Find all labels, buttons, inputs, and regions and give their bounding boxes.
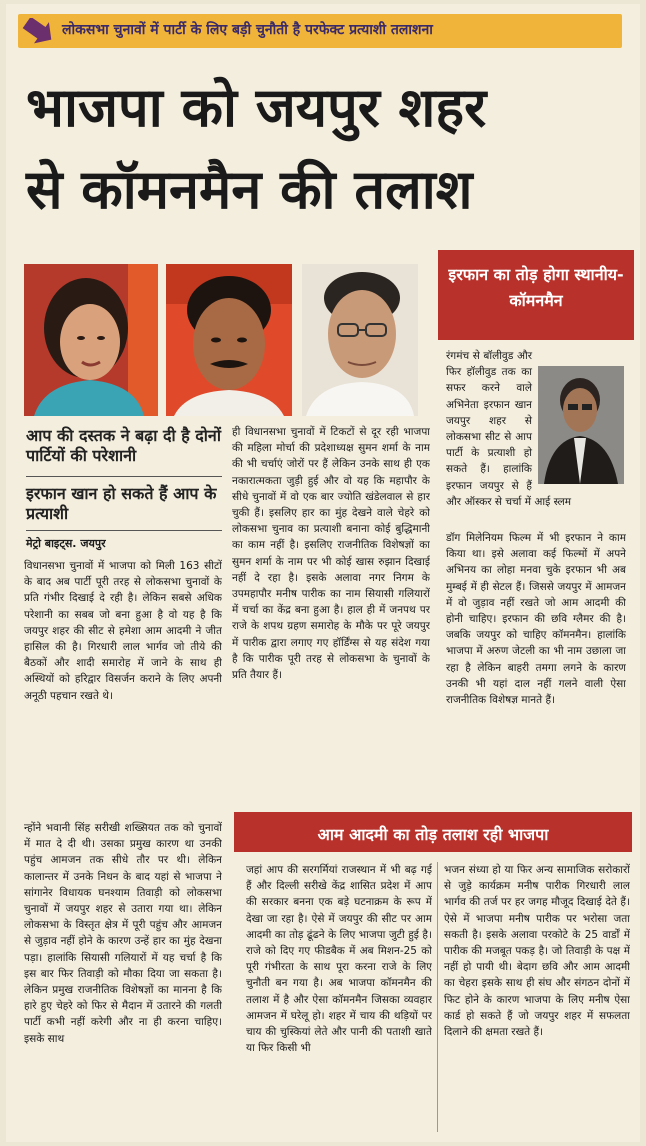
section-2-right-column: भजन संध्या हो या फिर अन्य सामाजिक सरोकारों से जुड़े कार्यक्रम मनीष पारीक गिरधारी लाल भार्गव की तर्ज पर हर जगह मौजूद दिखाई देते हैं। ऐसे में भाजपा मनीष पारीक पर भरोसा जता सकती है। इसके अलावा परकोटे के 25 वार्डों में पारीक की मजबूत पकड़ है। जो तिवाड़ी के पक्ष में नहीं हो पायी थी। बेदाग छवि और आम आदमी का चेहरा इसके साथ ही संघ और संगठन दोनों में फिट होने के कारण भाजपा के लिए मनीष ऐसा कार्ड हो सकते हैं जो जयपुर शहर में सफलता दिलाने की क्षमता रखते हैं।: [444, 864, 630, 1039]
arrow-down-icon: [22, 18, 56, 44]
caption-divider: [26, 476, 222, 477]
headline-line-2: से कॉमनमैन की तलाश: [26, 158, 473, 221]
column-1-paragraph-2: न्होंने भवानी सिंह सरीखी शख्सियत तक को चुनावों में मात दे दी थी। उसका प्रमुख कारण था उनकी पहुंच आमजन तक सीधे तौर पर थी। लेकिन कालान्तर में उनके निधन के बाद यहां से भाजपा ने सांगानेर विधायक घनश्याम तिवाड़ी को लोकसभा चुनावों में जयपुर शहर से उतारा गया था। लेकिन लोकसभा के विस्तृत क्षेत्र में पूरी पहुंच और आमजन से जुड़ाव नहीं होने के कारण उन्हें हार का मुंह देखना पड़ा। हालांकि सियासी गलियारों में यह चर्चा है कि इस बार फिर तिवाड़ी को मौका दिया जा सकता है। लेकिन प्रमुख राजनीतिक विशेषज्ञों का मानना है कि हारे हुए चेहरे को फिर से मैदान में उतारने की गलती पार्टी कभी नहीं करेगी और ना ही करना चाहिए। इसके साथ: [24, 822, 222, 1045]
caption-divider: [26, 530, 222, 531]
sidebar-title: इरफान का तोड़ होगा स्थानीय-कॉमनमैन: [448, 265, 624, 310]
section-title: आम आदमी का तोड़ तलाश रही भाजपा: [317, 825, 549, 844]
photo-woman-politician: [24, 264, 158, 416]
column-divider: [437, 862, 438, 1132]
dateline: मेट्रो बाइट्स. जयपुर: [26, 537, 106, 550]
sidebar-text-top-wrapper: [446, 348, 624, 510]
photo-man-mustache: [166, 264, 292, 416]
column-2-paragraph: ही विधानसभा चुनावों में टिकटों से दूर रही भाजपा की महिला मोर्चा की प्रदेशाध्यक्ष सुमन शर्मा के नाम की भी चर्चाएं जोरों पर हैं लेकिन उनके साथ ही एक नकारात्मकता जुड़ी हुई और वो यह कि महापौर के सीधे चुनावों में वो एक बार ज्योति खंडेलवाल से हार चुकी हैं। इसलिए हार का मुंह देखने वाले चेहरे को लोकसभा चुनाव का प्रत्याशी बनाना कोई बुद्धिमानी का काम नहीं है। इसलिए राजनीतिक विशेषज्ञों का सुमन शर्मा के नाम पर भी कोई खास रुझान दिखाई नहीं दे रहा है। इसके अलावा नगर निगम के उपमहापौर मनीष पारीक का नाम सियासी गलियारों में चर्चा का केंद्र बना हुआ है। हाल ही में जनपथ पर राजे के शपथ ग्रहण समारोह के मौके पर पूरे जयपुर में पारीक द्वारा लगाए गए हॉर्डिंग्स से यह संदेश गया है कि पारीक पूरी तरह से लोकसभा के चुनावों के प्रति तैयार हैं।: [232, 426, 430, 682]
column-1-paragraph-1: विधानसभा चुनावों में भाजपा को मिली 163 सीटों के बाद अब पार्टी पूरी तरह से लोकसभा चुनावों के प्रति गंभीर दिखाई दे रही है। लेकिन सबसे अधिक परेशानी का सबब जो बना हुआ है वो यह है कि जयपुर शहर की सीट से हमेशा आम आदमी ने जीत हासिल की है। गिरधारी लाल भार्गव जो तीये की बैठकों और शादी समारोह में जाने के साथ ही अस्थियों को हरिद्वार विसर्जन कराने के लिए अपनी अनूठी पहचान रखते थे।: [24, 560, 222, 702]
sidebar-text-top: रंगमंच से बॉलीवुड और फिर हॉलीवुड तक का सफर करने वाले अभिनेता इरफान खान जयपुर शहर से लोकसभा सीट से आप पार्टी के प्रत्याशी हो सकते हैं। हालांकि इरफान जयपुर से हैं और ऑस्कर से चर्चा में आई स्लम: [446, 350, 572, 508]
sidebar-text-bottom: डॉग मिलेनियम फिल्म में भी इरफान ने काम किया था। इसे अलावा कई फिल्मों में अपने अभिनय का लोहा मनवा चुके इरफान भी अब मुम्बई में ही सेटल हैं। जिससे जयपुर में आमजन में वो जुड़ाव नहीं रखते जो आम आदमी की होनी चाहिए। इरफान की छवि ग्लैमर की है। जबकि जयपुर को चाहिए कॉमनमैन। हालांकि भाजपा में अरुण जेटली का भी नाम उछाला जा रहा है लेकिन बाहरी तमगा लगने के कारण उनकी भी यहां दाल नहीं गलने वाली ऐसा राजनीतिक विशेषज्ञ मानते हैं।: [446, 532, 626, 707]
photo-elder-man: [302, 264, 418, 416]
headline-line-1: भाजपा को जयपुर शहर: [26, 76, 487, 139]
caption-aap-impact: आप की दस्तक ने बढ़ा दी है दोनों पार्टियों की परेशानी: [26, 426, 221, 465]
photo-irfan-khan: [538, 366, 624, 484]
section-2-left-column: जहां आप की सरगर्मियां राजस्थान में भी बढ़ गई हैं और दिल्ली सरीखे केंद्र शासित प्रदेश में आप की सरकार बनना एक बड़े घटनाक्रम के रूप में देखा जा रहा है। ऐसे में जयपुर की सीट पर आम आदमी का तोड़ ढूंढने के लिए भाजपा जुटी हुई है। राजे को दिए गए फीडबैक में अब मिशन-25 को पूरी गंभीरता के साथ पूरा करना राजे के लिए चुनौती बन गया है। अब भाजपा कॉमनमैन की तलाश में है और ऐसा कॉमनमैन जिसका व्यवहार आमजन में घरेलू हो। शहर में चाय की थड़ियों पर चाय की चुस्कियां लेते और पानी की पताशी खाते या फिर किसी भी: [246, 864, 432, 1055]
banner-text: लोकसभा चुनावों में पार्टी के लिए बड़ी चुनौती है परफेक्ट प्रत्याशी तलाशना: [62, 22, 433, 38]
caption-irfan-candidate: इरफान खान हो सकते हैं आप के प्रत्याशी: [26, 484, 217, 523]
